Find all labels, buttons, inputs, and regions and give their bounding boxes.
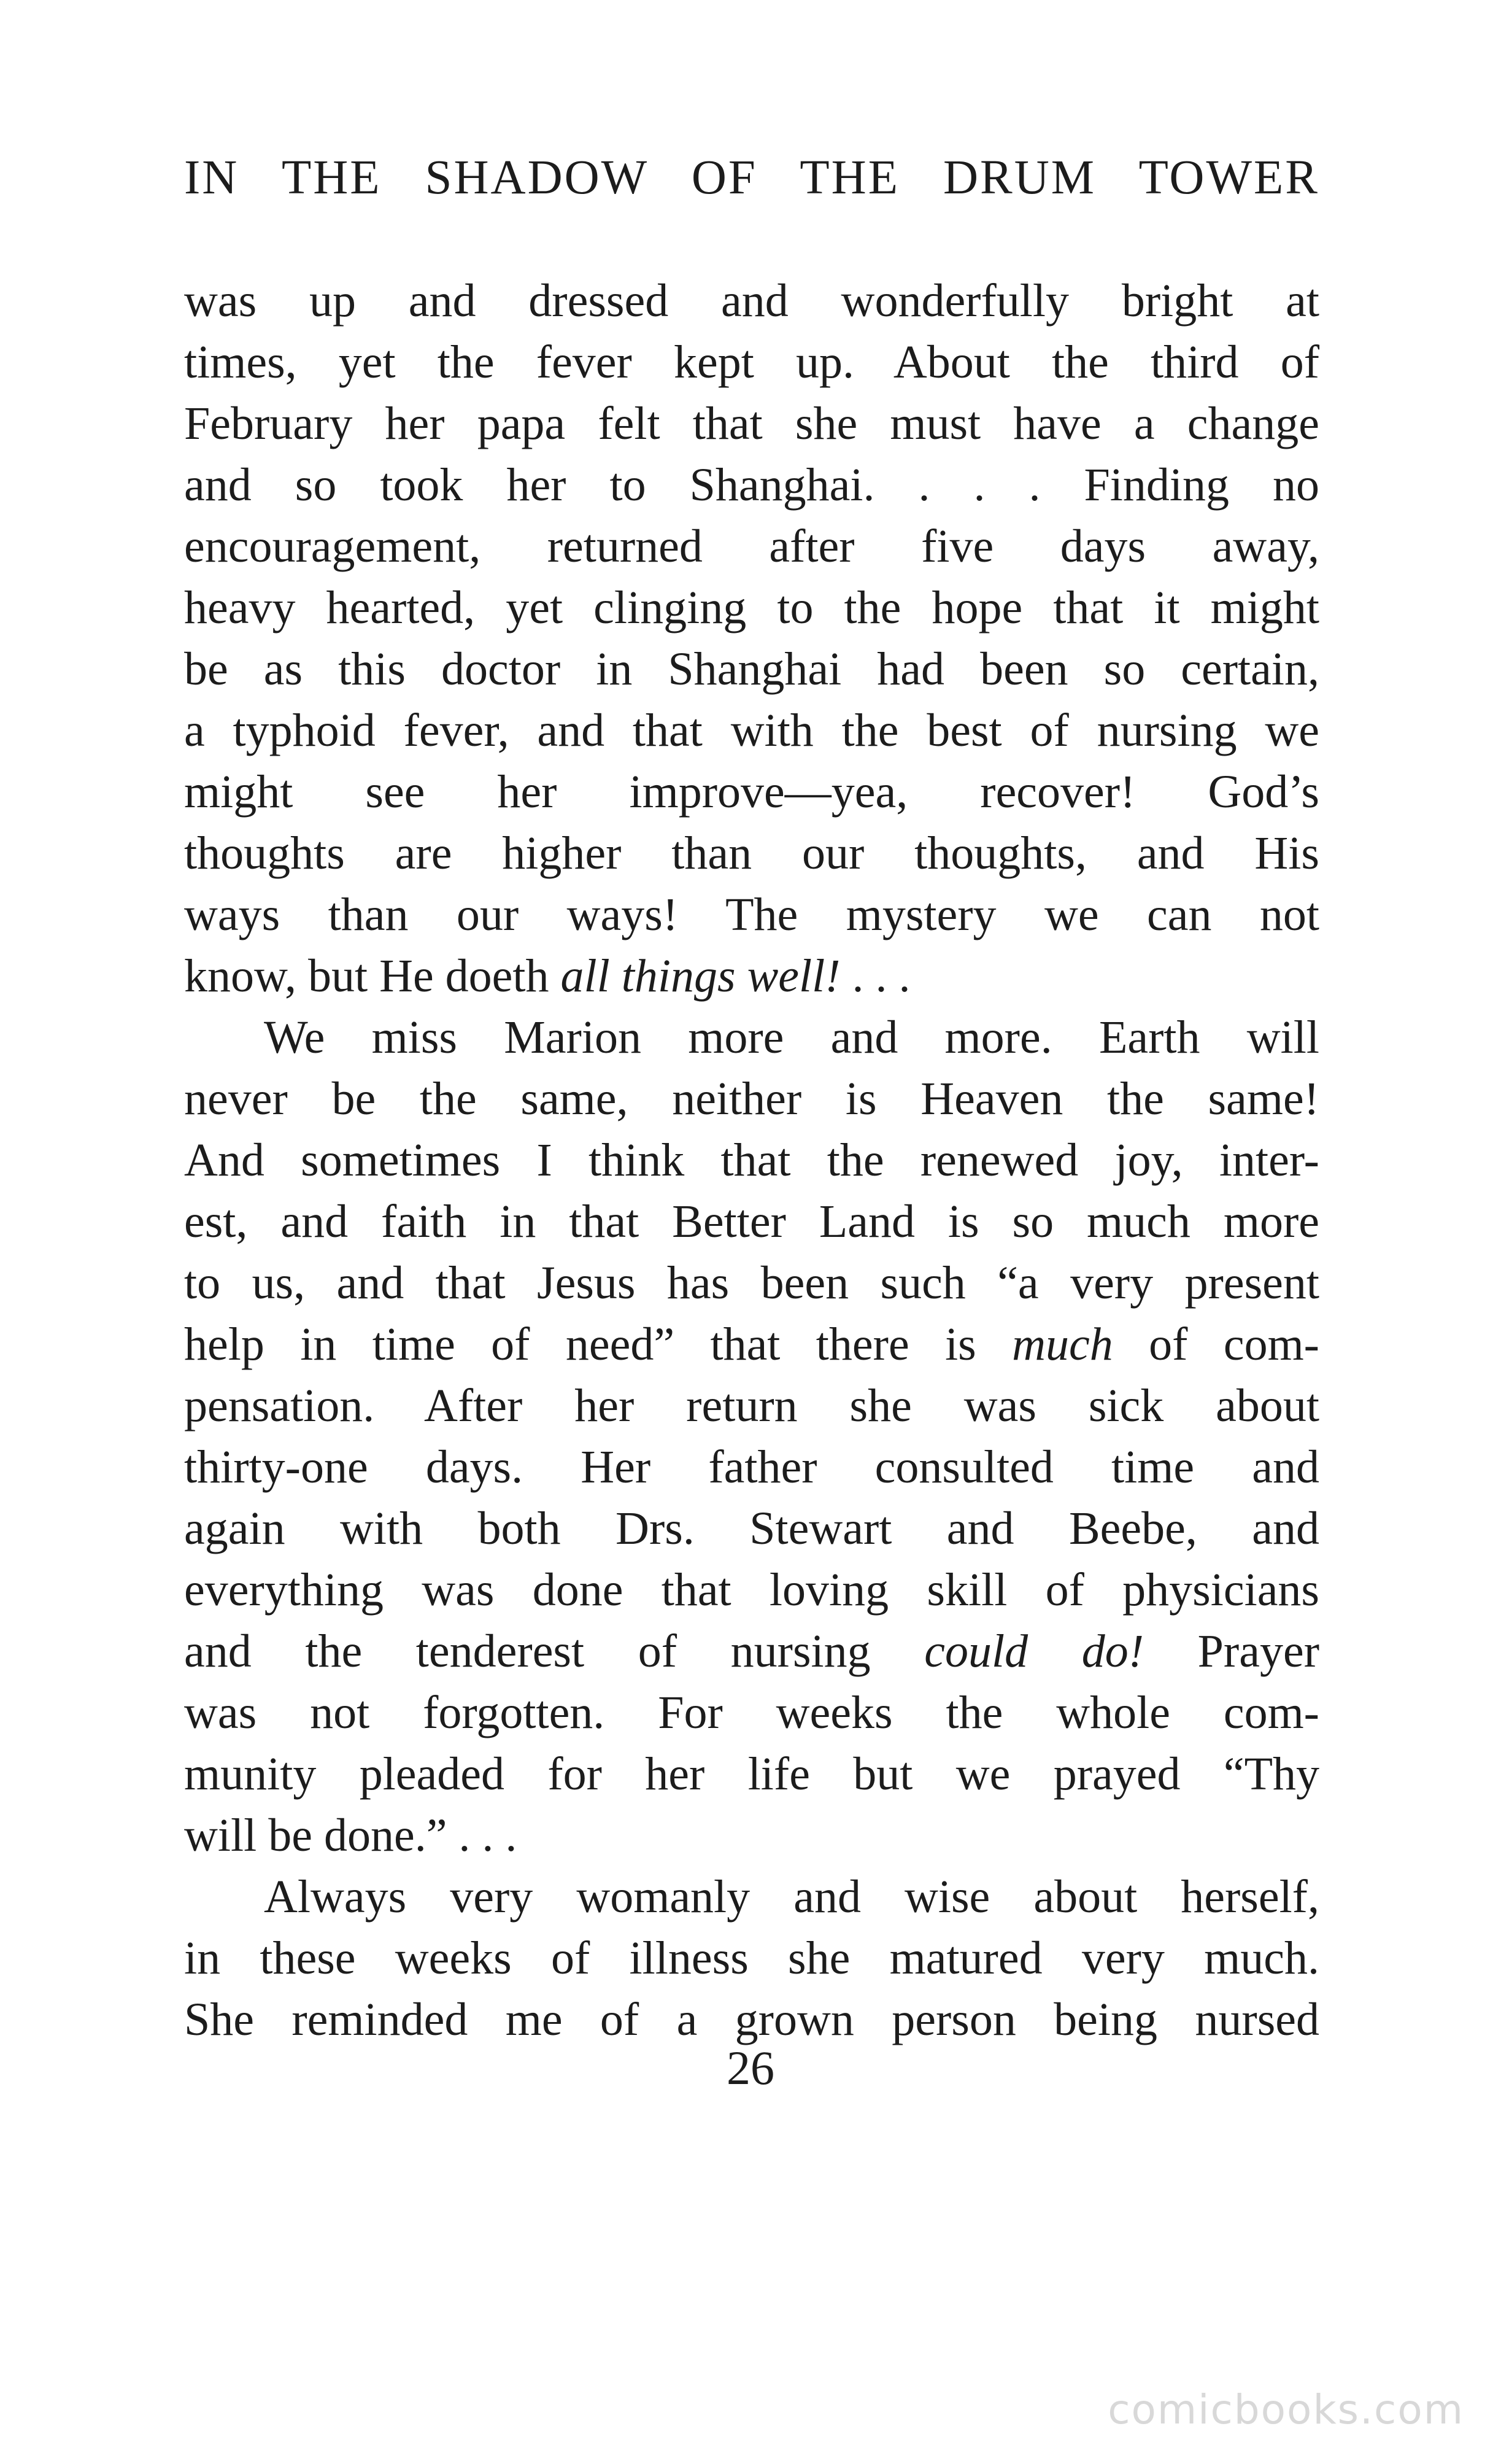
- text-run: was not forgotten. For weeks the whole com-: [184, 1687, 1319, 1738]
- text-run: will be done.” . . .: [184, 1810, 517, 1861]
- text-run: know, but He doeth: [184, 950, 561, 1002]
- text-run: help in time of need” that there is: [184, 1319, 1013, 1370]
- text-line: [184, 270, 1319, 331]
- text-run: She reminded me of a grown person being nursed: [184, 1994, 1319, 2045]
- text-line: [184, 1252, 1319, 1314]
- text-line: [184, 1191, 1319, 1252]
- text-line: [184, 1805, 1319, 1866]
- text-run: pensation. After her return she was sick about: [184, 1380, 1319, 1432]
- text-line: [184, 1866, 1319, 1927]
- body-text: [184, 270, 1319, 2050]
- text-run: again with both Drs. Stewart and Beebe, and: [184, 1503, 1319, 1554]
- text-line: [184, 454, 1319, 516]
- text-run: munity pleaded for her life but we prayed “Thy: [184, 1748, 1319, 1800]
- text-line: [184, 823, 1319, 884]
- text-run: might see her improve—yea, recover! God’s: [184, 766, 1319, 818]
- text-line: [184, 331, 1319, 393]
- text-run: heavy hearted, yet clinging to the hope that it might: [184, 582, 1319, 633]
- running-header: IN THE SHADOW OF THE DRUM TOWER: [184, 151, 1319, 204]
- text-run: and so took her to Shanghai. . . . Finding no: [184, 459, 1319, 511]
- text-run: ways than our ways! The mystery we can not: [184, 889, 1319, 940]
- text-run: And sometimes I think that the renewed joy, inter-: [184, 1134, 1319, 1186]
- text-run: a typhoid fever, and that with the best of nursing we: [184, 705, 1319, 756]
- text-run: thirty-one days. Her father consulted time and: [184, 1441, 1319, 1493]
- text-run: was up and dressed and wonderfully bright at: [184, 275, 1319, 327]
- text-run: be as this doctor in Shanghai had been so certain,: [184, 643, 1319, 695]
- text-line: [184, 1129, 1319, 1191]
- emphasis-text: could do!: [924, 1625, 1144, 1677]
- text-run: est, and faith in that Better Land is so much more: [184, 1196, 1319, 1247]
- emphasis-text: all things well!: [560, 950, 841, 1002]
- text-run: in these weeks of illness she matured very much.: [184, 1932, 1319, 1984]
- text-line: [184, 1314, 1319, 1375]
- text-line: [184, 1375, 1319, 1436]
- text-line: [184, 1007, 1319, 1068]
- page-number: 26: [727, 2041, 774, 2094]
- text-line: [184, 1927, 1319, 1989]
- text-line: [184, 1621, 1319, 1682]
- text-line: [184, 638, 1319, 700]
- text-run: thoughts are higher than our thoughts, and His: [184, 827, 1319, 879]
- text-line: [184, 1559, 1319, 1621]
- text-run: never be the same, neither is Heaven the same!: [184, 1073, 1319, 1125]
- text-line: [184, 1682, 1319, 1743]
- text-run: Prayer: [1144, 1625, 1320, 1677]
- text-run: We miss Marion more and more. Earth will: [264, 1012, 1319, 1063]
- text-line: [184, 1498, 1319, 1559]
- text-run: . . .: [840, 950, 911, 1002]
- text-run: of com-: [1113, 1319, 1319, 1370]
- text-run: times, yet the fever kept up. About the third of: [184, 336, 1319, 388]
- text-line: [184, 577, 1319, 638]
- text-run: February her papa felt that she must have a change: [184, 398, 1319, 449]
- text-line: [184, 1068, 1319, 1129]
- text-line: [184, 761, 1319, 823]
- text-line: [184, 1436, 1319, 1498]
- text-line: [184, 945, 1319, 1007]
- text-line: [184, 1743, 1319, 1805]
- text-run: encouragement, returned after five days away,: [184, 521, 1319, 572]
- text-line: [184, 884, 1319, 945]
- text-line: [184, 700, 1319, 761]
- text-run: to us, and that Jesus has been such “a very present: [184, 1257, 1319, 1309]
- text-line: [184, 516, 1319, 577]
- watermark: comicbooks.com: [1108, 2386, 1464, 2433]
- text-run: and the tenderest of nursing: [184, 1625, 925, 1677]
- emphasis-text: much: [1012, 1319, 1113, 1370]
- text-run: everything was done that loving skill of physicians: [184, 1564, 1319, 1616]
- text-run: Always very womanly and wise about herself,: [264, 1871, 1319, 1923]
- text-line: [184, 393, 1319, 454]
